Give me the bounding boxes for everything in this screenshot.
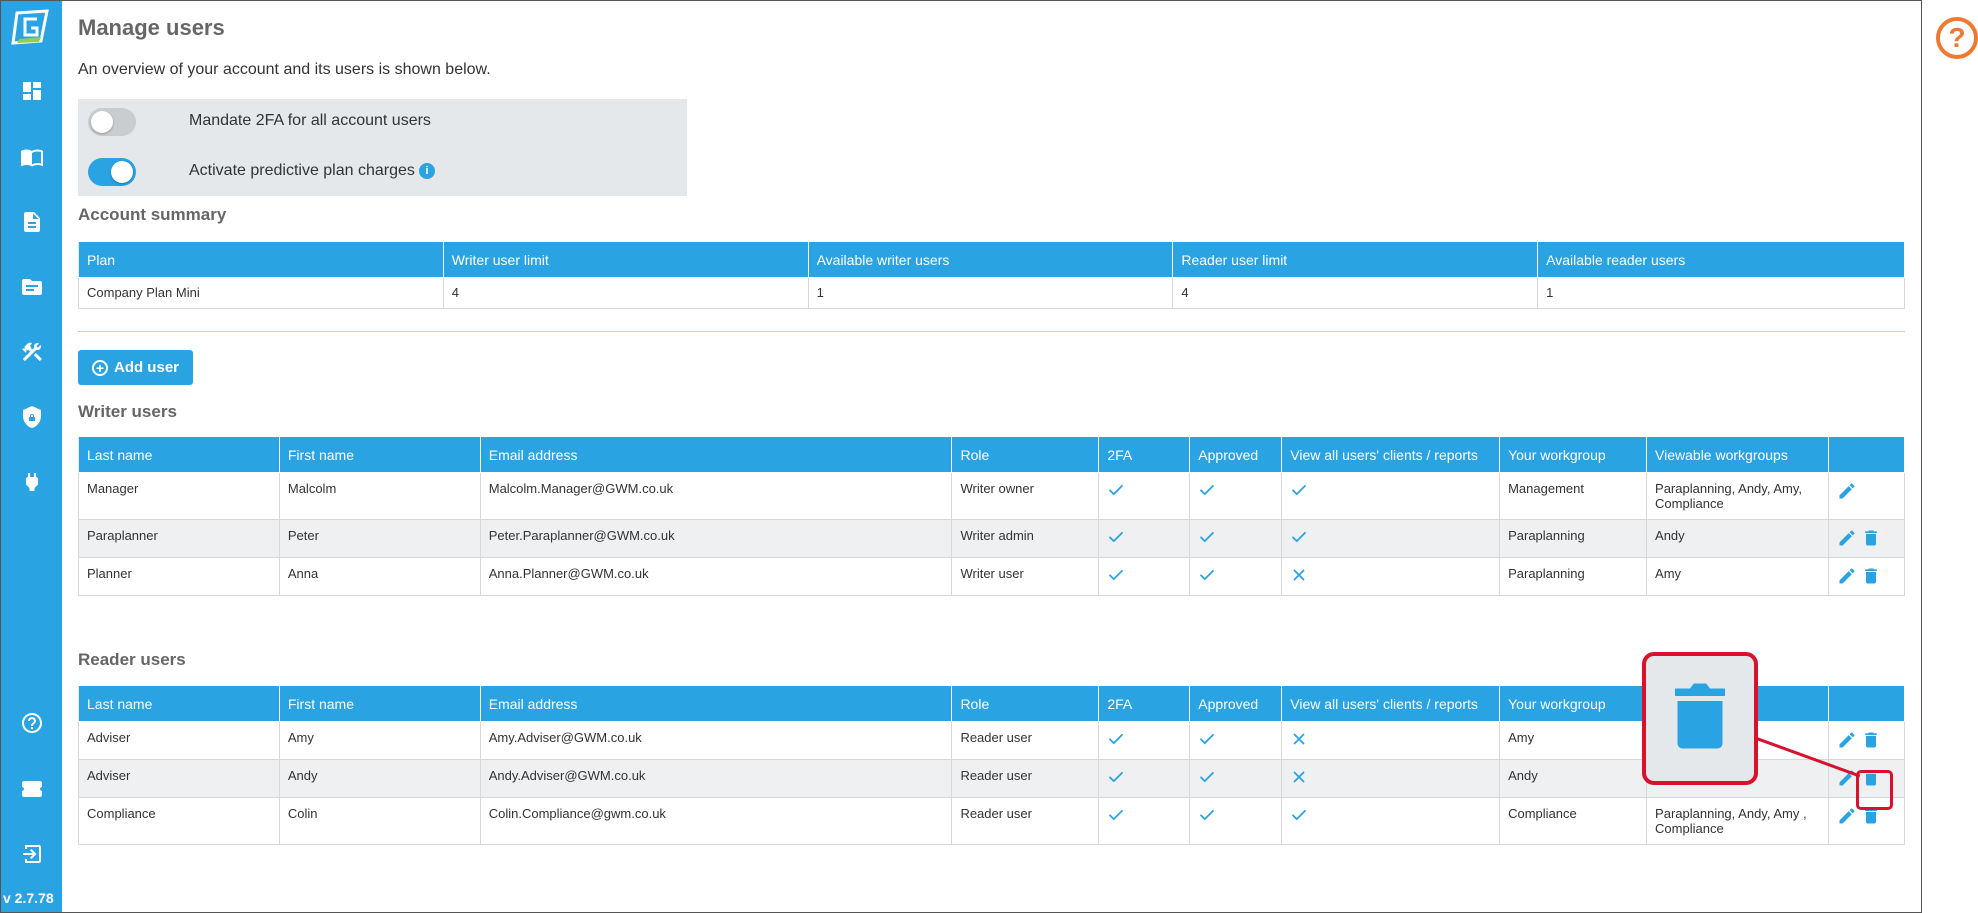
delete-icon[interactable] (1861, 730, 1881, 750)
account-summary-title: Account summary (78, 205, 227, 224)
column-header: First name (279, 686, 480, 722)
sidebar-item-tickets[interactable] (1, 771, 62, 811)
check-icon (1099, 798, 1190, 845)
user-workgroup-cell: Amy (1500, 722, 1647, 760)
column-header: Reader user limit (1173, 242, 1538, 278)
add-user-button[interactable] (78, 350, 193, 385)
user-email-cell: Anna.Planner@GWM.co.uk (480, 558, 952, 596)
check-icon (1190, 520, 1282, 558)
column-header: View all users' clients / reports (1282, 686, 1500, 722)
account-settings-panel (78, 99, 687, 196)
user-viewable-cell: Paraplanning, Andy, Amy, Compliance (1647, 473, 1829, 520)
table-row (79, 722, 1905, 760)
version-label: v 2.7.78 (3, 890, 54, 906)
zoom-callout (1642, 652, 1758, 785)
user-workgroup-cell: Compliance (1500, 798, 1647, 845)
reader-users-table (78, 685, 1905, 845)
column-header: 2FA (1099, 437, 1190, 473)
summary-cell: 4 (1173, 278, 1538, 309)
column-header: Available writer users (808, 242, 1173, 278)
user-role-cell: Writer user (952, 558, 1099, 596)
summary-cell: 4 (443, 278, 808, 309)
logout-icon (20, 842, 44, 871)
mandate-2fa-toggle[interactable] (88, 108, 136, 136)
divider (78, 331, 1905, 332)
check-icon (1282, 473, 1500, 520)
sidebar-item-documents[interactable] (1, 204, 62, 244)
edit-icon[interactable] (1837, 528, 1857, 548)
user-workgroup-cell: Andy (1500, 760, 1647, 798)
column-header: 2FA (1099, 686, 1190, 722)
sidebar (1, 1, 62, 912)
edit-icon[interactable] (1837, 806, 1857, 826)
user-last-cell: Planner (79, 558, 280, 596)
user-role-cell: Reader user (952, 722, 1099, 760)
row-actions (1828, 558, 1904, 596)
trash-icon (1670, 681, 1730, 756)
check-icon (1099, 722, 1190, 760)
check-icon (1099, 760, 1190, 798)
column-header (1828, 686, 1904, 722)
check-icon (1190, 473, 1282, 520)
check-icon (1190, 798, 1282, 845)
predictive-charges-toggle[interactable] (88, 158, 136, 186)
account-summary-table (78, 241, 1905, 309)
mandate-2fa-label: Mandate 2FA for all account users (189, 112, 431, 129)
user-email-cell: Andy.Adviser@GWM.co.uk (480, 760, 952, 798)
ticket-icon (20, 777, 44, 806)
page-description: An overview of your account and its users is shown below. (78, 61, 491, 78)
column-header: View all users' clients / reports (1282, 437, 1500, 473)
user-role-cell: Writer admin (952, 520, 1099, 558)
app-logo[interactable] (11, 9, 51, 45)
sidebar-item-logout[interactable] (1, 836, 62, 876)
column-header: Last name (79, 686, 280, 722)
edit-icon[interactable] (1837, 566, 1857, 586)
edit-icon[interactable] (1837, 730, 1857, 750)
check-icon (1190, 760, 1282, 798)
row-actions (1828, 722, 1904, 760)
document-icon (20, 210, 44, 239)
user-email-cell: Peter.Paraplanner@GWM.co.uk (480, 520, 952, 558)
column-header: Role (952, 686, 1099, 722)
tools-icon (20, 340, 44, 369)
writer-users-title: Writer users (78, 402, 177, 421)
table-row (79, 473, 1905, 520)
user-last-cell: Adviser (79, 722, 280, 760)
predictive-charges-label: Activate predictive plan charges (189, 162, 415, 179)
add-user-label: Add user (113, 359, 179, 376)
summary-cell: Company Plan Mini (79, 278, 444, 309)
check-icon (1282, 798, 1500, 845)
sidebar-item-dashboard[interactable] (1, 73, 62, 113)
cross-icon (1282, 558, 1500, 596)
table-row (79, 798, 1905, 845)
folder-icon (20, 275, 44, 304)
writer-users-table (78, 436, 1905, 596)
check-icon (1099, 520, 1190, 558)
user-email-cell: Amy.Adviser@GWM.co.uk (480, 722, 952, 760)
table-row (79, 760, 1905, 798)
column-header: Viewable workgroups (1647, 437, 1829, 473)
dashboard-icon (20, 79, 44, 108)
user-email-cell: Malcolm.Manager@GWM.co.uk (480, 473, 952, 520)
user-workgroup-cell: Management (1500, 473, 1647, 520)
cross-icon (1282, 722, 1500, 760)
user-last-cell: Paraplanner (79, 520, 280, 558)
shield-lock-icon (20, 405, 44, 434)
user-first-cell: Colin (279, 798, 480, 845)
user-last-cell: Compliance (79, 798, 280, 845)
user-first-cell: Andy (279, 760, 480, 798)
column-header: Approved (1190, 686, 1282, 722)
user-first-cell: Amy (279, 722, 480, 760)
column-header: Your workgroup (1500, 437, 1647, 473)
sidebar-item-integrations[interactable] (1, 464, 62, 504)
check-icon (1099, 473, 1190, 520)
book-open-icon (20, 145, 44, 174)
plug-icon (20, 470, 44, 499)
user-first-cell: Anna (279, 558, 480, 596)
sidebar-item-security[interactable] (1, 399, 62, 439)
delete-highlight (1856, 770, 1893, 810)
reader-users-title: Reader users (78, 650, 186, 669)
user-viewable-cell: Paraplanning, Andy, Amy , Compliance (1647, 798, 1829, 845)
column-header (1828, 437, 1904, 473)
sidebar-item-help[interactable] (1, 705, 62, 745)
user-role-cell: Reader user (952, 760, 1099, 798)
user-viewable-cell: Andy (1647, 520, 1829, 558)
check-icon (1190, 722, 1282, 760)
user-workgroup-cell: Paraplanning (1500, 520, 1647, 558)
info-icon[interactable]: i (419, 163, 435, 179)
cross-icon (1282, 760, 1500, 798)
user-viewable-cell: Amy (1647, 558, 1829, 596)
summary-cell: 1 (808, 278, 1173, 309)
edit-icon[interactable] (1837, 481, 1857, 501)
summary-cell: 1 (1538, 278, 1905, 309)
delete-icon[interactable] (1861, 566, 1881, 586)
row-actions (1828, 473, 1904, 520)
column-header: Email address (480, 437, 952, 473)
sidebar-item-tools[interactable] (1, 334, 62, 374)
table-row (79, 558, 1905, 596)
column-header: Your workgroup (1500, 686, 1647, 722)
help-icon (20, 711, 44, 740)
user-first-cell: Malcolm (279, 473, 480, 520)
add-circle-icon: + (92, 360, 108, 376)
delete-icon[interactable] (1861, 528, 1881, 548)
column-header: Email address (480, 686, 952, 722)
help-button[interactable]: ? (1936, 17, 1978, 59)
user-workgroup-cell: Paraplanning (1500, 558, 1647, 596)
column-header: Approved (1190, 437, 1282, 473)
user-email-cell: Colin.Compliance@gwm.co.uk (480, 798, 952, 845)
page-title: Manage users (78, 15, 225, 40)
user-last-cell: Manager (79, 473, 280, 520)
column-header: Role (952, 437, 1099, 473)
table-row (79, 520, 1905, 558)
user-role-cell: Reader user (952, 798, 1099, 845)
check-icon (1190, 558, 1282, 596)
column-header: First name (279, 437, 480, 473)
column-header: Plan (79, 242, 444, 278)
check-icon (1282, 520, 1500, 558)
column-header: Writer user limit (443, 242, 808, 278)
check-icon (1099, 558, 1190, 596)
user-first-cell: Peter (279, 520, 480, 558)
column-header: Last name (79, 437, 280, 473)
user-role-cell: Writer owner (952, 473, 1099, 520)
row-actions (1828, 520, 1904, 558)
user-last-cell: Adviser (79, 760, 280, 798)
sidebar-item-library[interactable] (1, 139, 62, 179)
column-header: Available reader users (1538, 242, 1905, 278)
sidebar-item-folders[interactable] (1, 269, 62, 309)
